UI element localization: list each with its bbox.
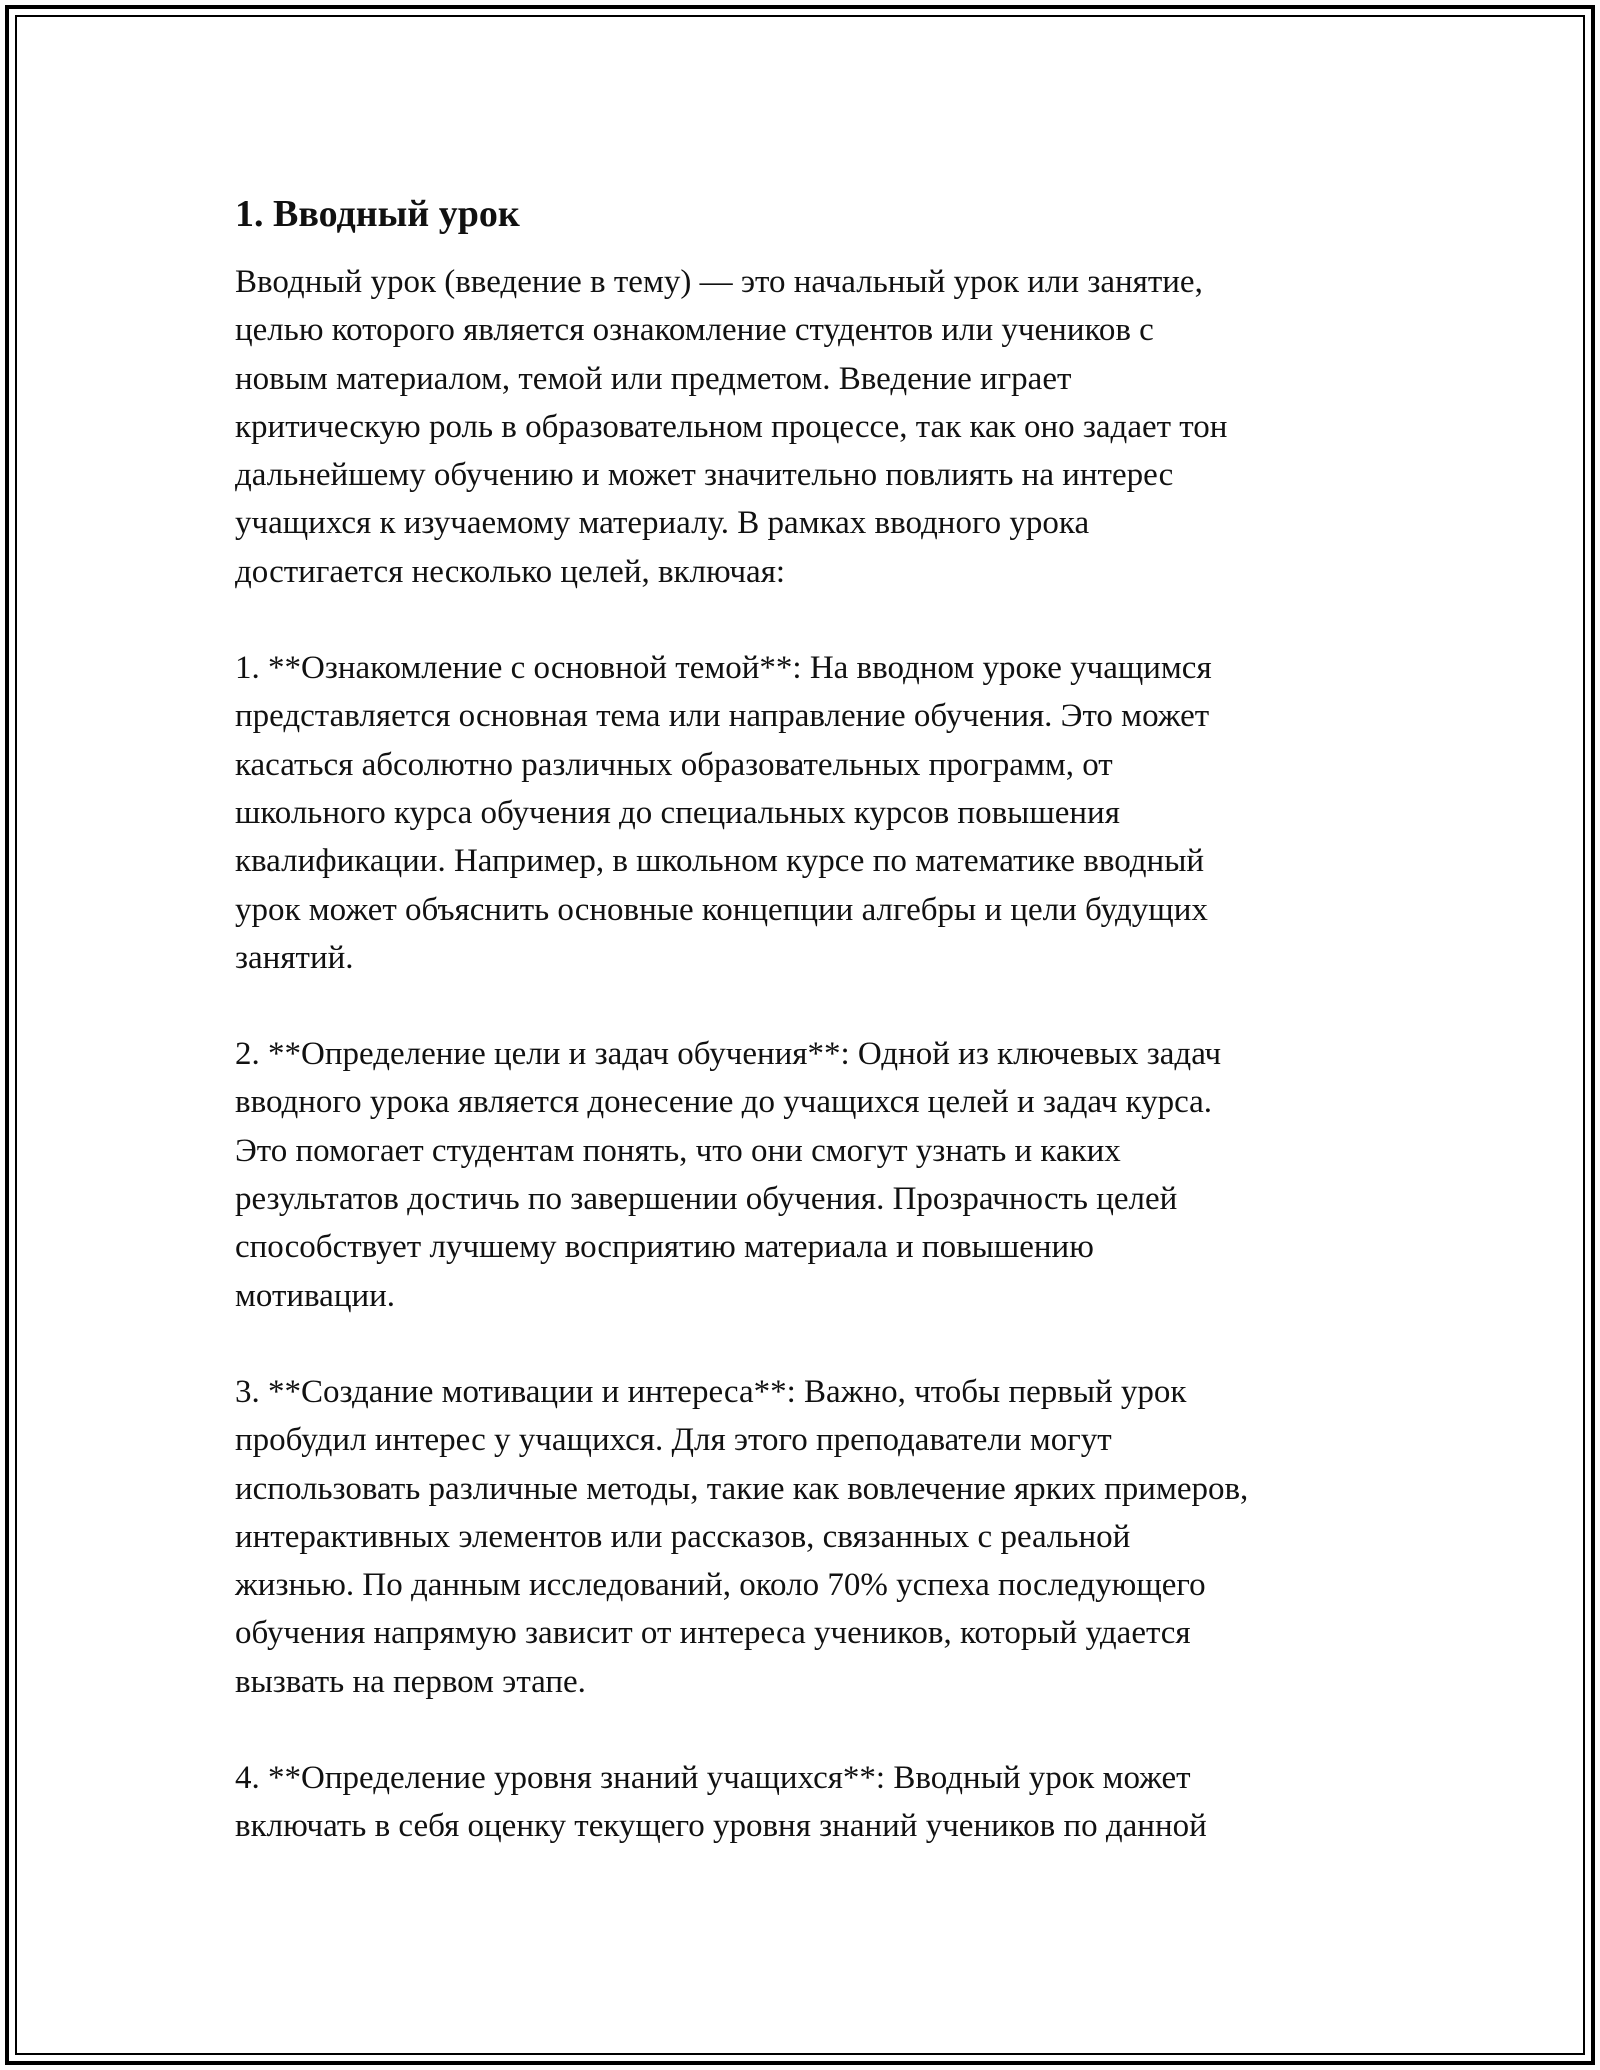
intro-paragraph: Вводный урок (введение в тему) — это начальный урок или занятие, целью которого является ознакомление студентов или учеников с новым материалом, темой или предметом. Введение играет критическую роль в образовательном процессе, так как оно задает тон дальнейшему обучению и может значительно повлиять на интерес учащихся к изучаемому материалу. В рамках вводного урока достигается несколько целей, включая: [235, 264, 1228, 590]
list-item-1: 1. **Ознакомление с основной темой**: На вводном уроке учащимся представляется основная тема или направление обучения. Это может касаться абсолютно различных образовательных программ, от школьного курса обучения до специальных курсов повышения квалификации. Например, в школьном курсе по математике вводный урок может объяснить основные концепции алгебры и цели будущих занятий. [235, 650, 1212, 976]
list-item-4: 4. **Определение уровня знаний учащихся**: Вводный урок может включать в себя оценку текущего уровня знаний учеников по данной [235, 1760, 1207, 1845]
document-body [235, 184, 1395, 1851]
list-item-2: 2. **Определение цели и задач обучения**: Одной из ключевых задач вводного урока является донесение до учащихся целей и задач курса. Это помогает студентам понять, что они смогут узнать и каких результатов достичь по завершении обучения. Прозрачность целей способствует лучшему восприятию материала и повышению мотивации. [235, 1036, 1222, 1314]
page-title: 1. Вводный урок [235, 193, 520, 235]
list-item-3: 3. **Создание мотивации и интереса**: Важно, чтобы первый урок пробудил интерес у учащихся. Для этого преподаватели могут использовать различные методы, такие как вовлечение ярких примеров, интерактивных элементов или рассказов, связанных с реальной жизнью. По данным исследований, около 70% успеха последующего обучения напрямую зависит от интереса учеников, который удается вызвать на первом этапе. [235, 1373, 1249, 1700]
